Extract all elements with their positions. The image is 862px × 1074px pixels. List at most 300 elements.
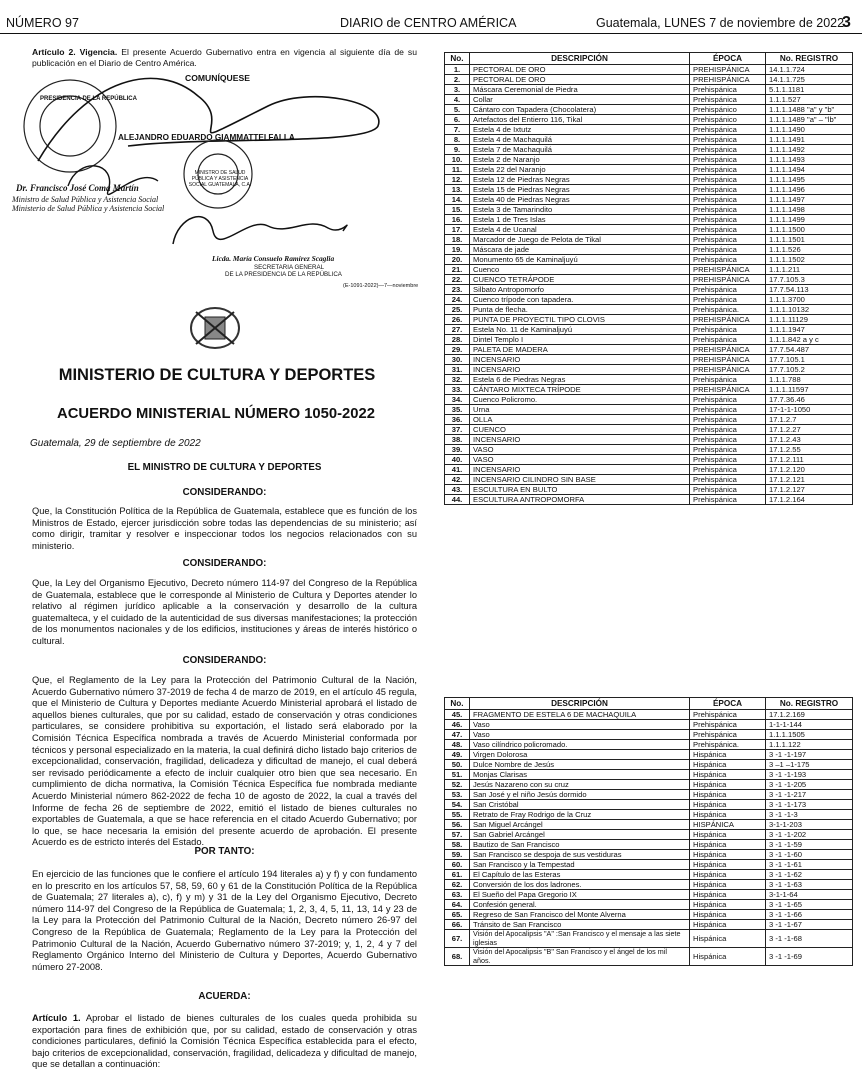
table-row [445, 800, 853, 810]
table-row [445, 455, 853, 465]
row-description: Punta de flecha. [470, 305, 690, 315]
row-number: 25. [445, 305, 470, 315]
row-description: Estela 2 de Naranjo [470, 155, 690, 165]
row-number: 10. [445, 155, 470, 165]
row-registro: 3 -1 -1-217 [766, 790, 853, 800]
row-description: Vaso cilíndrico policromado. [470, 740, 690, 750]
row-registro: 17-1-1-1050 [766, 405, 853, 415]
row-epoca: Hispánica [690, 830, 766, 840]
row-epoca: Hispánica [690, 850, 766, 860]
decree-date: Guatemala, 29 de septiembre de 2022 [30, 438, 201, 449]
table-row [445, 860, 853, 870]
row-number: 66. [445, 920, 470, 930]
row-registro: 3 -1 -1-59 [766, 840, 853, 850]
table-row [445, 285, 853, 295]
row-epoca: Hispánica [690, 880, 766, 890]
row-registro: 1.1.1.1498 [766, 205, 853, 215]
row-registro: 1.1.1.1488 "a" y "b" [766, 105, 853, 115]
row-number: 23. [445, 285, 470, 295]
row-number: 42. [445, 475, 470, 485]
row-registro: 1.1.1.1489 "a" – "lb" [766, 115, 853, 125]
row-epoca: Hispánica [690, 780, 766, 790]
row-description: Bautizo de San Francisco [470, 840, 690, 850]
row-registro: 3 -1 -1-68 [766, 930, 853, 948]
row-epoca: Prehispánica [690, 375, 766, 385]
table-row [445, 445, 853, 455]
row-description: FRAGMENTO DE ESTELA 6 DE MACHAQUILA [470, 710, 690, 720]
row-epoca: PREHISPÁNICA [690, 275, 766, 285]
table-row [445, 155, 853, 165]
row-epoca: Hispánica [690, 800, 766, 810]
row-registro: 17.7.105.1 [766, 355, 853, 365]
row-epoca: Hispánica [690, 770, 766, 780]
minister-heading: EL MINISTRO DE CULTURA Y DEPORTES [127, 462, 322, 473]
row-description: Estela 12 de Piedras Negras [470, 175, 690, 185]
table-row [445, 830, 853, 840]
row-number: 28. [445, 335, 470, 345]
row-description: San Gabriel Arcángel [470, 830, 690, 840]
row-description: Estela 3 de Tamarindito [470, 205, 690, 215]
row-description: OLLA [470, 415, 690, 425]
row-epoca: Prehispánica [690, 135, 766, 145]
row-number: 8. [445, 135, 470, 145]
table-row [445, 385, 853, 395]
table-row [445, 315, 853, 325]
row-number: 58. [445, 840, 470, 850]
row-description: San Cristóbal [470, 800, 690, 810]
row-registro: 1.1.1.1493 [766, 155, 853, 165]
newspaper-name: DIARIO de CENTRO AMÉRICA [340, 16, 517, 30]
row-description: Urna [470, 405, 690, 415]
table-row [445, 870, 853, 880]
row-number: 43. [445, 485, 470, 495]
publication-ref: (E-1091-2022)—7—noviembre [343, 283, 419, 289]
row-registro: 1-1-1-144 [766, 720, 853, 730]
row-description: San Francisco se despoja de sus vestiduras [470, 850, 690, 860]
row-registro: 1.1.1.1499 [766, 215, 853, 225]
row-epoca: Hispánica [690, 900, 766, 910]
row-epoca: Hispánica [690, 790, 766, 800]
row-number: 63. [445, 890, 470, 900]
row-description: CUENCO [470, 425, 690, 435]
row-registro: 1.1.1.842 a y c [766, 335, 853, 345]
table-row [445, 495, 853, 505]
table-row [445, 415, 853, 425]
row-epoca: PREHISPÁNICA [690, 355, 766, 365]
row-epoca: Prehispánica [690, 175, 766, 185]
table-row [445, 475, 853, 485]
table-row [445, 255, 853, 265]
row-registro: 3-1-1-203 [766, 820, 853, 830]
row-number: 57. [445, 830, 470, 840]
table-row [445, 65, 853, 75]
page-number: 3 [842, 14, 851, 31]
row-epoca: HISPÁNICA [690, 820, 766, 830]
row-epoca: Hispánica [690, 810, 766, 820]
row-description: Marcador de Juego de Pelota de Tikal [470, 235, 690, 245]
row-description: Estela 4 de Ucanal [470, 225, 690, 235]
row-registro: 1.1.1.527 [766, 95, 853, 105]
row-description: Retrato de Fray Rodrigo de la Cruz [470, 810, 690, 820]
col-header-no: No. [445, 53, 470, 65]
row-description: Cuenco [470, 265, 690, 275]
secretary-name: Licda. María Consuelo Ramírez Scaglia [212, 254, 335, 263]
row-epoca: Prehispánica [690, 475, 766, 485]
presidency-stamp-text: PRESIDENCIA DE LA REPÚBLICA [40, 96, 137, 102]
row-description: PECTORAL DE ORO [470, 65, 690, 75]
row-registro: 17.1.2.164 [766, 495, 853, 505]
row-description: Estela 1 de Tres Islas [470, 215, 690, 225]
row-registro: 17.1.2.127 [766, 485, 853, 495]
row-number: 36. [445, 415, 470, 425]
row-description: INCENSARIO [470, 435, 690, 445]
table-row [445, 95, 853, 105]
row-description: Regreso de San Francisco del Monte Alverna [470, 910, 690, 920]
row-description: VASO [470, 455, 690, 465]
row-registro: 3 -1 -1-63 [766, 880, 853, 890]
article-1-label: Artículo 1. [32, 1013, 81, 1023]
row-registro: 1.1.1.3700 [766, 295, 853, 305]
row-epoca: Prehispánica [690, 495, 766, 505]
row-epoca: Prehispánica [690, 85, 766, 95]
row-registro: 3 -1 -1-62 [766, 870, 853, 880]
row-description: San Francisco y la Tempestad [470, 860, 690, 870]
row-registro: 17.7.54.113 [766, 285, 853, 295]
row-epoca: Prehispánica [690, 435, 766, 445]
table-row [445, 395, 853, 405]
table-row [445, 125, 853, 135]
table-row [445, 325, 853, 335]
row-description: Estela 22 del Naranjo [470, 165, 690, 175]
row-number: 48. [445, 740, 470, 750]
row-description: Vaso [470, 720, 690, 730]
row-number: 55. [445, 810, 470, 820]
considerando-3-heading: CONSIDERANDO: [182, 655, 267, 666]
row-epoca: Prehispánica [690, 445, 766, 455]
row-registro: 1.1.1.1501 [766, 235, 853, 245]
table-row [445, 115, 853, 125]
row-registro: 3 -1 -1-173 [766, 800, 853, 810]
row-registro: 1.1.1.11597 [766, 385, 853, 395]
row-number: 6. [445, 115, 470, 125]
table-row [445, 165, 853, 175]
row-number: 16. [445, 215, 470, 225]
table-row [445, 235, 853, 245]
row-registro: 5.1.1.1181 [766, 85, 853, 95]
row-registro: 17.7.105.3 [766, 275, 853, 285]
row-number: 27. [445, 325, 470, 335]
row-epoca: Hispánica [690, 890, 766, 900]
table-row [445, 305, 853, 315]
row-description: Dulce Nombre de Jesús [470, 760, 690, 770]
row-epoca: Prehispánica [690, 325, 766, 335]
row-registro: 3 -1 -1-67 [766, 920, 853, 930]
table-row [445, 365, 853, 375]
row-number: 61. [445, 870, 470, 880]
row-registro: 1.1.1.1495 [766, 175, 853, 185]
row-description: Estela 7 de Machaquilá [470, 145, 690, 155]
registry-table-1 [444, 52, 853, 505]
table-row [445, 710, 853, 720]
row-number: 11. [445, 165, 470, 175]
table-row [445, 75, 853, 85]
row-number: 7. [445, 125, 470, 135]
row-epoca: Prehispánica [690, 730, 766, 740]
row-epoca: Prehispánico [690, 105, 766, 115]
row-epoca: Prehispánica [690, 195, 766, 205]
row-registro: 3 -1 -1-65 [766, 900, 853, 910]
row-description: INCENSARIO [470, 355, 690, 365]
row-epoca: Prehispánica [690, 335, 766, 345]
row-registro: 17.1.2.111 [766, 455, 853, 465]
row-number: 13. [445, 185, 470, 195]
row-registro: 14.1.1.725 [766, 75, 853, 85]
row-number: 49. [445, 750, 470, 760]
table-row [445, 920, 853, 930]
table-row [445, 355, 853, 365]
col-header-registro: No. REGISTRO [766, 53, 853, 65]
row-epoca: Hispánica [690, 760, 766, 770]
row-registro: 3 -1 -1-66 [766, 910, 853, 920]
secretary-signature [173, 217, 347, 244]
row-epoca: PREHISPÁNICA [690, 265, 766, 275]
row-number: 64. [445, 900, 470, 910]
row-epoca: Prehispánica [690, 155, 766, 165]
table-row [445, 105, 853, 115]
row-registro: 17.7.54.487 [766, 345, 853, 355]
row-number: 38. [445, 435, 470, 445]
row-epoca: PREHISPÁNICA [690, 65, 766, 75]
row-number: 53. [445, 790, 470, 800]
row-description: Conversión de los dos ladrones. [470, 880, 690, 890]
row-description: ESCULTURA EN BULTO [470, 485, 690, 495]
row-description: Estela No. 11 de Kaminaljuyú [470, 325, 690, 335]
row-description: CUENCO TETRÁPODE [470, 275, 690, 285]
row-epoca: Prehispánica [690, 285, 766, 295]
row-number: 1. [445, 65, 470, 75]
row-registro: 1.1.1.211 [766, 265, 853, 275]
article-2 [32, 47, 417, 68]
row-epoca: Prehispánica. [690, 305, 766, 315]
row-epoca: Prehispánica [690, 165, 766, 175]
row-epoca: Prehispánica [690, 465, 766, 475]
row-description: Jesús Nazareno con su cruz [470, 780, 690, 790]
row-description: CÁNTARO MIXTECA TRÍPODE [470, 385, 690, 395]
table-row [445, 485, 853, 495]
row-registro: 1.1.1.1492 [766, 145, 853, 155]
por-tanto-text: En ejercicio de las funciones que le confiere el artículo 194 literales a) y f) y con fundamento en lo prescrito en los artículos 57, 58, 59, 60 y 61 de la Constitución Política de la República de Guatemala; 27 literales a), c), f) y m) y 31 de la Ley del Organismo Ejecutivo, Decreto número 114-97 del Congreso de la República de Guatemala; 1, 2, 3, 4, 5, 11, 13, 14 y 23 de la Ley para la Protección del Patrimonio Cultural de la Nación, Decreto número 26-97 del Congreso de la República de Guatemala; Reglamento de la Ley para la Protección del Patrimonio Cultural de la Nación, Acuerdo Gubernativo número 37-2019; y, 1, 2, 4 y 7 del Reglamento Orgánico Interno del Ministerio de Cultura y Deportes, Acuerdo Gubernativo número 27-2008. [32, 869, 417, 972]
row-number: 5. [445, 105, 470, 115]
row-description: Monumento 65 de Kaminaljuyú [470, 255, 690, 265]
row-number: 34. [445, 395, 470, 405]
row-number: 44. [445, 495, 470, 505]
row-number: 50. [445, 760, 470, 770]
row-epoca: PREHISPÁNICA [690, 315, 766, 325]
row-description: Tránsito de San Francisco [470, 920, 690, 930]
row-description: El Capítulo de las Esteras [470, 870, 690, 880]
row-registro: 1.1.1.10132 [766, 305, 853, 315]
row-number: 60. [445, 860, 470, 870]
row-number: 9. [445, 145, 470, 155]
row-description: Máscara de jade [470, 245, 690, 255]
row-epoca: Hispánica [690, 910, 766, 920]
row-epoca: Prehispánica [690, 225, 766, 235]
row-epoca: Hispánica [690, 920, 766, 930]
table-row [445, 790, 853, 800]
row-description: Máscara Ceremonial de Piedra [470, 85, 690, 95]
table-header-row [445, 53, 853, 65]
row-registro: 3 -1 -1-193 [766, 770, 853, 780]
row-description: Cántaro con Tapadera (Chocolatera) [470, 105, 690, 115]
row-registro: 17.1.2.27 [766, 425, 853, 435]
row-epoca: Prehispánica [690, 485, 766, 495]
row-description: Silbato Antropomorfo [470, 285, 690, 295]
row-number: 26. [445, 315, 470, 325]
table-row [445, 850, 853, 860]
row-registro: 3 -1 -1-197 [766, 750, 853, 760]
row-number: 37. [445, 425, 470, 435]
row-number: 2. [445, 75, 470, 85]
registry-table-2 [444, 697, 853, 966]
table-row [445, 175, 853, 185]
col-header-no: No. [445, 698, 470, 710]
row-epoca: Prehispánica [690, 415, 766, 425]
table-row [445, 225, 853, 235]
table-row [445, 245, 853, 255]
row-number: 59. [445, 850, 470, 860]
row-description: Visión del Apocalipsis "A" :San Francisco y el mensaje a las siete iglesias [470, 930, 690, 948]
row-registro: 3 -1 -1-202 [766, 830, 853, 840]
row-epoca: Prehispánica [690, 720, 766, 730]
row-epoca: Prehispánico [690, 115, 766, 125]
table-row [445, 405, 853, 415]
row-epoca: Prehispánica [690, 145, 766, 155]
row-number: 33. [445, 385, 470, 395]
row-number: 24. [445, 295, 470, 305]
table-row [445, 770, 853, 780]
row-description: Artefactos del Entierro 116, Tikal [470, 115, 690, 125]
row-epoca: Hispánica [690, 750, 766, 760]
row-registro: 17.1.2.120 [766, 465, 853, 475]
col-header-epoca: ÉPOCA [690, 53, 766, 65]
row-description: Monjas Clarisas [470, 770, 690, 780]
row-number: 51. [445, 770, 470, 780]
row-number: 41. [445, 465, 470, 475]
considerando-3: Que, el Reglamento de la Ley para la Protección del Patrimonio Cultural de la Nación, Acuerdo Gubernativo número 37-2019 de fecha 4 de marzo de 2019, en el artículo 45 regula, que el Ministerio de Cultura y Deportes mediante Acuerdo Ministerial aprobará el listado de aquellos bienes culturales, que por su calidad, estado de conservación y otras condiciones particulares, se considere prohibitiva su exportación, el listado será elaborado por la Comisión Técnica Específica nombrada a través de Acuerdo Ministerial conformada por técnicos y personal especializado en la materia, la cual definirá dicho listado bajo criterios de excepcionalidad, conservación, fragilidad, delicadeza y dificultad de manejo, el cual deberá ser revisado periódicamente a efecto de incluir cualquier otro bien que sea necesario. En cumplimiento de dicha normativa, la Comisión Técnica Específica fue nombrada mediante Acuerdo Ministerial número 862-2022 de fecha 10 de agosto de 2022, la cual a través del Informe de fecha 26 de septiembre de 2022, emitió el listado de bienes culturales no exportables de Guatemala, a que se hace referencia en el citado Acuerdo Gubernativo; por lo que, se hace necesaria la emisión del presente acuerdo de aprobación. El presente Acuerdo es de estricto interés del Estado. [32, 675, 417, 848]
row-registro: 1.1.1.1947 [766, 325, 853, 335]
row-epoca: Hispánica [690, 930, 766, 948]
row-description: Cuenco Policromo. [470, 395, 690, 405]
row-description: INCENSARIO [470, 365, 690, 375]
row-epoca: PREHISPÁNICA [690, 385, 766, 395]
row-description: ESCULTURA ANTROPOMORFA [470, 495, 690, 505]
row-registro: 3 –1 –1-175 [766, 760, 853, 770]
considerando-1-heading: CONSIDERANDO: [182, 487, 267, 498]
row-number: 68. [445, 948, 470, 966]
row-description: PALETA DE MADERA [470, 345, 690, 355]
considerando-1: Que, la Constitución Política de la República de Guatemala, establece que es función de los Ministros de Estado, ejercer jurisdicción sobre todas las dependencias de su ministerio; así como dirigir, tramitar y resolver e inspeccionar todos los negocios relacionados con su ministerio. [32, 506, 417, 551]
table-row [445, 720, 853, 730]
row-epoca: Prehispánica [690, 255, 766, 265]
row-registro: 17.7.36.46 [766, 395, 853, 405]
row-epoca: Prehispánica [690, 295, 766, 305]
row-registro: 3 -1 -1-205 [766, 780, 853, 790]
coat-of-arms-icon [186, 304, 244, 352]
row-registro: 17.1.2.169 [766, 710, 853, 720]
col-header-description: DESCRIPCIÓN [470, 698, 690, 710]
row-epoca: Hispánica [690, 860, 766, 870]
table-row [445, 335, 853, 345]
row-description: Estela 4 de Machaquilá [470, 135, 690, 145]
row-registro: 14.1.1.724 [766, 65, 853, 75]
row-number: 22. [445, 275, 470, 285]
acuerda-heading: ACUERDA: [198, 991, 251, 1002]
col-header-description: DESCRIPCIÓN [470, 53, 690, 65]
row-registro: 17.1.2.55 [766, 445, 853, 455]
row-registro: 1.1.1.122 [766, 740, 853, 750]
row-description: PUNTA DE PROYECTIL TIPO CLOVIS [470, 315, 690, 325]
comuniquese: COMUNÍQUESE [185, 73, 250, 83]
row-number: 40. [445, 455, 470, 465]
row-registro: 17.1.2.43 [766, 435, 853, 445]
article-2-label: Artículo 2. Vigencia. [32, 47, 118, 57]
row-number: 12. [445, 175, 470, 185]
row-epoca: Prehispánica [690, 405, 766, 415]
row-description: Visión del Apocalipsis "B" San Francisco y el ángel de los mil años. [470, 948, 690, 966]
table-row [445, 910, 853, 920]
table-row [445, 948, 853, 966]
row-epoca: PREHISPÁNICA [690, 75, 766, 85]
row-registro: 3-1-1-64 [766, 890, 853, 900]
row-epoca: Prehispánica [690, 95, 766, 105]
table-row [445, 435, 853, 445]
considerando-2: Que, la Ley del Organismo Ejecutivo, Decreto número 114-97 del Congreso de la República de Guatemala, establece que le corresponde al Ministerio de Cultura y Deportes atender lo relativo al régimen jurídico aplicable a la conservación y desarrollo de la cultura guatemalteca, y el cuidado de la autenticidad de sus diversas manifestaciones; la protección de los monumentos nacionales y de los edificios, instituciones y áreas de interés histórico o cultural. [32, 578, 417, 646]
row-number: 19. [445, 245, 470, 255]
table-header-row [445, 698, 853, 710]
row-epoca: Prehispánica [690, 215, 766, 225]
row-description: Collar [470, 95, 690, 105]
row-number: 46. [445, 720, 470, 730]
row-number: 52. [445, 780, 470, 790]
por-tanto-heading: POR TANTO: [194, 846, 255, 857]
row-registro: 1.1.1.1491 [766, 135, 853, 145]
row-epoca: Prehispánica [690, 235, 766, 245]
row-epoca: Hispánica [690, 948, 766, 966]
row-number: 21. [445, 265, 470, 275]
row-number: 20. [445, 255, 470, 265]
row-description: Confesión general. [470, 900, 690, 910]
table-row [445, 295, 853, 305]
row-number: 3. [445, 85, 470, 95]
row-description: El Sueño del Papa Gregorio IX [470, 890, 690, 900]
issue-date: Guatemala, LUNES 7 de noviembre de 2022 [596, 16, 845, 30]
table-row [445, 215, 853, 225]
row-registro: 1.1.1.1496 [766, 185, 853, 195]
table-row [445, 880, 853, 890]
row-registro: 1.1.1.11129 [766, 315, 853, 325]
minister-title-1: Ministro de Salud Pública y Asistencia Social [12, 195, 159, 204]
row-description: Dintel Templo I [470, 335, 690, 345]
row-description: Estela 6 de Piedras Negras [470, 375, 690, 385]
table-row [445, 85, 853, 95]
row-registro: 1.1.1.1505 [766, 730, 853, 740]
row-number: 32. [445, 375, 470, 385]
row-description: Estela 4 de Ixtutz [470, 125, 690, 135]
row-description: Virgen Dolorosa [470, 750, 690, 760]
row-number: 67. [445, 930, 470, 948]
table-row [445, 810, 853, 820]
row-description: PECTORAL DE ORO [470, 75, 690, 85]
